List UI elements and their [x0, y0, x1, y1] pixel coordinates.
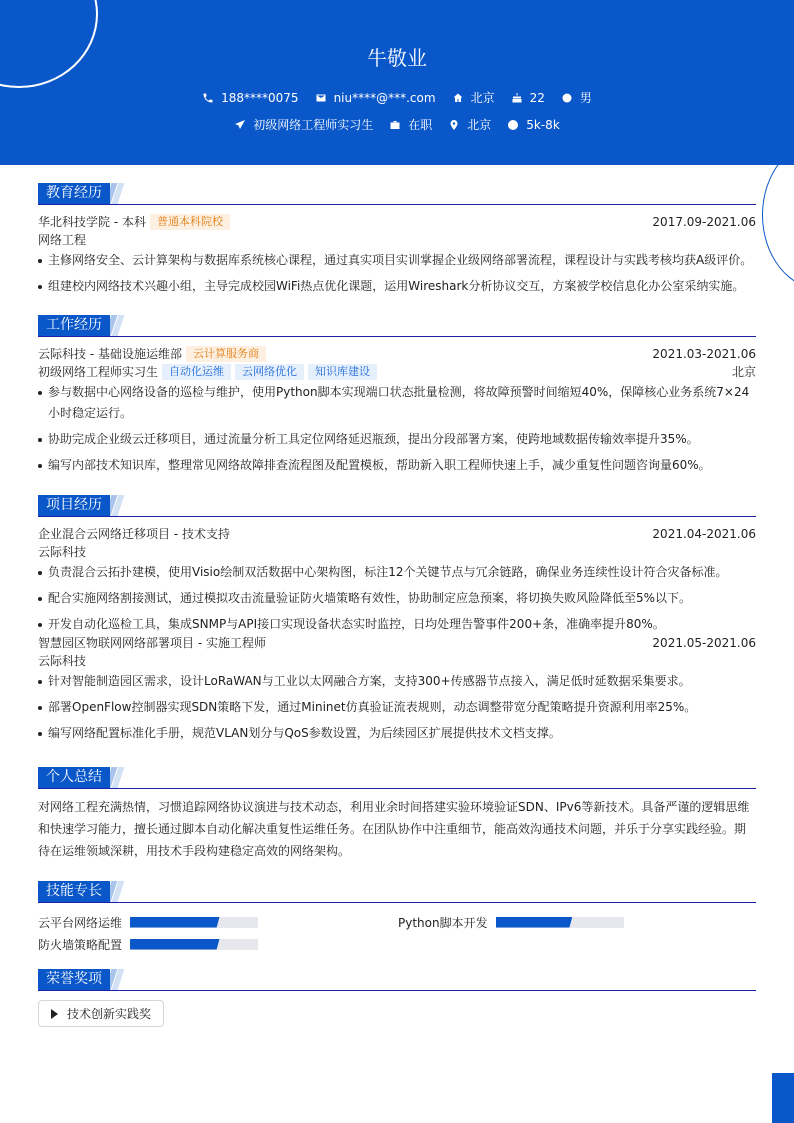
major: 网络工程: [38, 233, 87, 247]
skill-name: Python脚本开发: [398, 915, 488, 930]
salary-info: [507, 118, 560, 132]
school-tag: 普通本科院校: [150, 214, 230, 230]
skills-section: [38, 881, 756, 953]
project-entry: [38, 634, 756, 652]
list-item: 负责混合云拓扑建模，使用Visio绘制双活数据中心架构图，标注12个关键节点与冗余链路，确保业务连续性设计符合灾备标准。: [38, 562, 756, 583]
list-item: 开发自动化巡检工具，集成SNMP与API接口实现设备状态实时监控，日均处理告警事件200+条，准确率提升80%。: [38, 614, 756, 635]
briefcase-icon: [389, 119, 401, 131]
skill-item: [38, 913, 258, 931]
company-tag: 云计算服务商: [186, 346, 266, 362]
project-org: 云际科技: [38, 654, 87, 668]
list-item: 针对智能制造园区需求，设计LoRaWAN与工业以太网融合方案，支持300+传感器节点接入，满足低时延数据采集要求。: [38, 671, 756, 692]
location-icon: [448, 119, 460, 131]
contact-info-row: [0, 89, 794, 106]
skill-tag: 知识库建设: [308, 364, 377, 380]
list-item: 编写网络配置标准化手册，规范VLAN划分与QoS参数设置，为后续园区扩展提供技术文档支撑。: [38, 723, 756, 744]
target-position-info: [234, 116, 373, 133]
skills-list: [38, 907, 756, 953]
education-section: [38, 183, 756, 302]
decorative-corner-block: [772, 1073, 794, 1123]
skill-bar: [496, 917, 624, 928]
section-title: 教育经历: [38, 183, 110, 204]
status-info: [389, 116, 432, 133]
section-title: 个人总结: [38, 767, 110, 788]
job-intent-row: [0, 116, 794, 133]
project-name: 智慧园区物联网网络部署项目 - 实施工程师: [38, 636, 266, 650]
resume-header: [0, 0, 794, 165]
list-item: 配合实施网络割接测试，通过模拟攻击流量验证防火墙策略有效性，协助制定应急预案，将切换失败风险降低至5%以下。: [38, 588, 756, 609]
school-name: 华北科技学院 - 本科: [38, 215, 146, 229]
status-text: 在职: [408, 118, 433, 132]
email-text: niu****@***.com: [333, 90, 436, 105]
age-info: [511, 91, 545, 105]
target-city-info: [448, 116, 491, 133]
education-entry: [38, 213, 756, 231]
work-entry: [38, 345, 756, 363]
award-item: [38, 1000, 164, 1027]
gender-info: [561, 89, 592, 106]
triangle-icon: [51, 1009, 58, 1019]
skill-name: 防火墙策略配置: [38, 937, 123, 952]
email-info: [315, 91, 436, 105]
summary-text: 对网络工程充满热情，习惯追踪网络协议演进与技术动态，利用业余时间搭建实验环境验证SDN、IPv6等新技术。具备严谨的逻辑思维和快速学习能力，擅长通过脚本自动化解决重复性运维任务。在团队协作中注重细节，能高效沟通技术问题，并乐于分享实践经验。期待在运维领域深耕，用技术手段构建稳定高效的网络架构。: [38, 800, 750, 858]
work-bullets: [38, 382, 756, 476]
education-bullets: [38, 250, 756, 297]
project-entry: [38, 525, 756, 543]
project-period: 2021.04-2021.06: [652, 527, 756, 541]
phone-info: [202, 91, 298, 105]
gender-icon: [561, 92, 573, 104]
projects-section: [38, 495, 756, 749]
awards-section: [38, 969, 756, 1027]
section-header: [38, 767, 756, 789]
mail-icon: [315, 92, 327, 104]
candidate-name: 牛敬业: [367, 46, 427, 70]
skill-bar: [130, 939, 258, 950]
section-title: 荣誉奖项: [38, 969, 110, 990]
skill-bar-fill: [130, 939, 220, 950]
project-bullets: [38, 671, 756, 744]
section-header: [38, 495, 756, 517]
work-city: 北京: [731, 365, 756, 379]
work-section: [38, 315, 756, 481]
skill-item: [398, 913, 624, 931]
target-position-text: 初级网络工程师实习生: [253, 118, 374, 132]
section-title: 工作经历: [38, 315, 110, 336]
summary-section: [38, 767, 756, 862]
home-icon: [452, 92, 464, 104]
gender-text: 男: [579, 91, 592, 105]
section-header: [38, 969, 756, 991]
project-bullets: [38, 562, 756, 635]
company-name: 云际科技 - 基础设施运维部: [38, 347, 182, 361]
section-title: 项目经历: [38, 495, 110, 516]
phone-icon: [202, 92, 214, 104]
project-name: 企业混合云网络迁移项目 - 技术支持: [38, 527, 230, 541]
hometown-text: 北京: [470, 91, 495, 105]
work-period: 2021.03-2021.06: [652, 347, 756, 361]
cake-icon: [511, 92, 523, 104]
section-header: [38, 315, 756, 337]
list-item: 协助完成企业级云迁移项目，通过流量分析工具定位网络延迟瓶颈，提出分段部署方案，使跨地域数据传输效率提升35%。: [38, 429, 756, 450]
phone-text: 188****0075: [221, 90, 299, 105]
position-title: 初级网络工程师实习生: [38, 365, 159, 379]
target-city-text: 北京: [467, 118, 492, 132]
skill-bar: [130, 917, 258, 928]
project-period: 2021.05-2021.06: [652, 636, 756, 650]
send-icon: [234, 119, 246, 131]
section-title: 技能专长: [38, 881, 110, 902]
hometown-info: [452, 89, 495, 106]
list-item: 参与数据中心网络设备的巡检与维护，使用Python脚本实现端口状态批量检测，将故障预警时间缩短40%，保障核心业务系统7×24小时稳定运行。: [38, 382, 756, 424]
age-text: 22: [529, 90, 545, 105]
skill-bar-fill: [130, 917, 220, 928]
skill-tag: 自动化运维: [162, 364, 231, 380]
section-header: [38, 881, 756, 903]
project-org: 云际科技: [38, 545, 87, 559]
skill-name: 云平台网络运维: [38, 915, 123, 930]
money-icon: [507, 119, 519, 131]
list-item: 编写内部技术知识库，整理常见网络故障排查流程图及配置模板，帮助新入职工程师快速上手，减少重复性问题咨询量60%。: [38, 455, 756, 476]
position-line: [38, 363, 756, 381]
skill-item: [38, 935, 258, 953]
section-header: [38, 183, 756, 205]
award-name: 技术创新实践奖: [67, 1007, 152, 1021]
skill-bar-fill: [496, 917, 573, 928]
education-period: 2017.09-2021.06: [652, 215, 756, 229]
list-item: 组建校内网络技术兴趣小组，主导完成校园WiFi热点优化课题，运用Wireshark分析协议交互，方案被学校信息化办公室采纳实施。: [38, 276, 756, 297]
skill-tag: 云网络优化: [235, 364, 304, 380]
list-item: 部署OpenFlow控制器实现SDN策略下发，通过Mininet仿真验证流表规则，动态调整带宽分配策略提升资源利用率25%。: [38, 697, 756, 718]
list-item: 主修网络安全、云计算架构与数据库系统核心课程，通过真实项目实训掌握企业级网络部署流程，课程设计与实践考核均获A级评价。: [38, 250, 756, 271]
salary-text: 5k-8k: [526, 117, 560, 132]
